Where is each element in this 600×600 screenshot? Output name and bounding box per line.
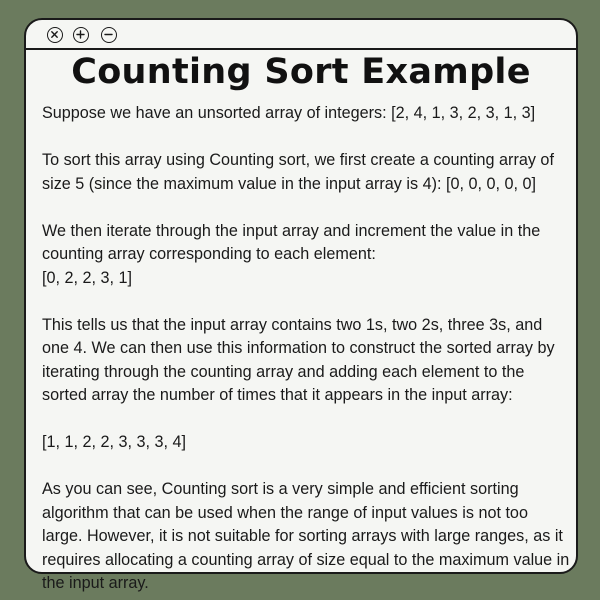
add-button[interactable]	[73, 27, 89, 43]
paragraph-step2-text: We then iterate through the input array and increment the value in the counting array corresponding to each element:	[42, 221, 541, 263]
counting-array-text: [0, 2, 2, 3, 1]	[42, 268, 132, 287]
paragraph-step2	[42, 220, 572, 291]
plus-icon	[74, 28, 87, 41]
sorted-array-text: [1, 1, 2, 2, 3, 3, 3, 4]	[42, 433, 186, 451]
page-title: Counting Sort Example	[71, 52, 531, 92]
paragraph-conclusion: As you can see, Counting sort is a very simple and efficient sorting algorithm that can be used when the range of input values is not too large. However, it is not suitable for sorting arrays with large ranges, as it requires allocating a counting array of size equal to the maximum value in the input array.	[42, 480, 570, 592]
close-button[interactable]	[47, 27, 63, 43]
minus-icon	[102, 28, 115, 41]
paragraph-step1: To sort this array using Counting sort, we first create a counting array of size 5 (since the maximum value in the input array is 4): [0, 0, 0, 0, 0]	[42, 151, 554, 193]
paragraph-step3: This tells us that the input array contains two 1s, two 2s, three 3s, and one 4. We can then use this information to construct the sorted array by iterating through the counting array and adding each element to the sorted array the number of times that it appears in the input array:	[42, 315, 555, 404]
paragraph-intro: Suppose we have an unsorted array of integers: [2, 4, 1, 3, 2, 3, 1, 3]	[42, 104, 536, 122]
title-bar	[26, 20, 576, 50]
close-icon	[48, 28, 61, 41]
minimize-button[interactable]	[101, 27, 117, 43]
article-body	[42, 102, 572, 596]
app-window	[24, 18, 578, 592]
